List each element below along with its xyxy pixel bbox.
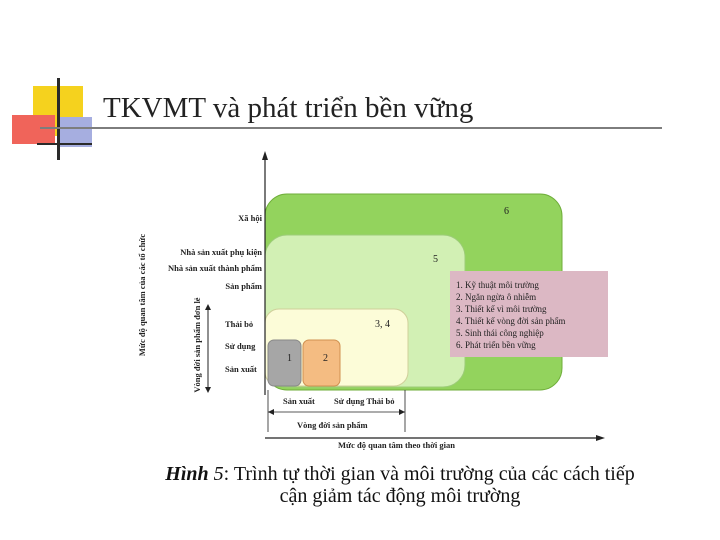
box-5-number: 5 [433, 254, 438, 265]
y-axis-title-life-cycle: Vòng đời sản phẩm đơn lẻ [192, 297, 202, 393]
legend-item-6: 6. Phát triển bền vững [456, 340, 536, 350]
box-1-number: 1 [287, 353, 292, 364]
box-34-number: 3, 4 [375, 319, 390, 330]
caption-line-1 [100, 463, 700, 485]
legend-item-5: 5. Sinh thái công nghiệp [456, 328, 544, 338]
slide-title: TKVMT và phát triển bền vững [103, 92, 474, 124]
y-axis-title-organizations: Mức độ quan tâm của các tổ chức [137, 233, 147, 357]
box-6-number: 6 [504, 206, 509, 217]
legend-item-2: 2. Ngăn ngừa ô nhiễm [456, 292, 537, 302]
legend-item-1: 1. Kỹ thuật môi trường [456, 280, 539, 290]
box-2-number: 2 [323, 353, 328, 364]
y-label-san-xuat: Sản xuất [225, 364, 257, 374]
x-label-su-dung-thai-bo: Sử dụng Thải bỏ [334, 396, 395, 406]
x-label-san-xuat: Sản xuất [283, 396, 315, 406]
figure-caption [100, 463, 700, 507]
x-axis-title: Mức độ quan tâm theo thời gian [338, 440, 456, 450]
y-label-su-dung: Sử dụng [225, 341, 256, 351]
caption-figure-number: 5 [213, 463, 224, 485]
y-label-thai-bo: Thải bỏ [225, 319, 254, 329]
box-1-env-engineering [268, 340, 301, 386]
legend-item-3: 3. Thiết kế vì môi trường [456, 304, 547, 314]
box-2-pollution-prevention [303, 340, 340, 386]
y-label-nha-sx-thanh-pham: Nhà sản xuất thành phẩm [167, 263, 262, 273]
legend-item-4: 4. Thiết kế vòng đời sản phẩm [456, 316, 566, 326]
caption-line-2: cận giảm tác động môi trường [279, 485, 521, 507]
y-label-xa-hoi: Xã hội [238, 213, 262, 223]
caption-text-1: : Trình tự thời gian và môi trường của các cách tiếp [223, 463, 635, 485]
y-label-nha-sx-phu-kien: Nhà sản xuất phụ kiện [180, 247, 262, 257]
x-label-vong-doi: Vòng đời sản phẩm [297, 420, 368, 430]
y-label-san-pham: Sản phẩm [225, 281, 262, 291]
caption-figure-word: Hình [165, 463, 209, 485]
